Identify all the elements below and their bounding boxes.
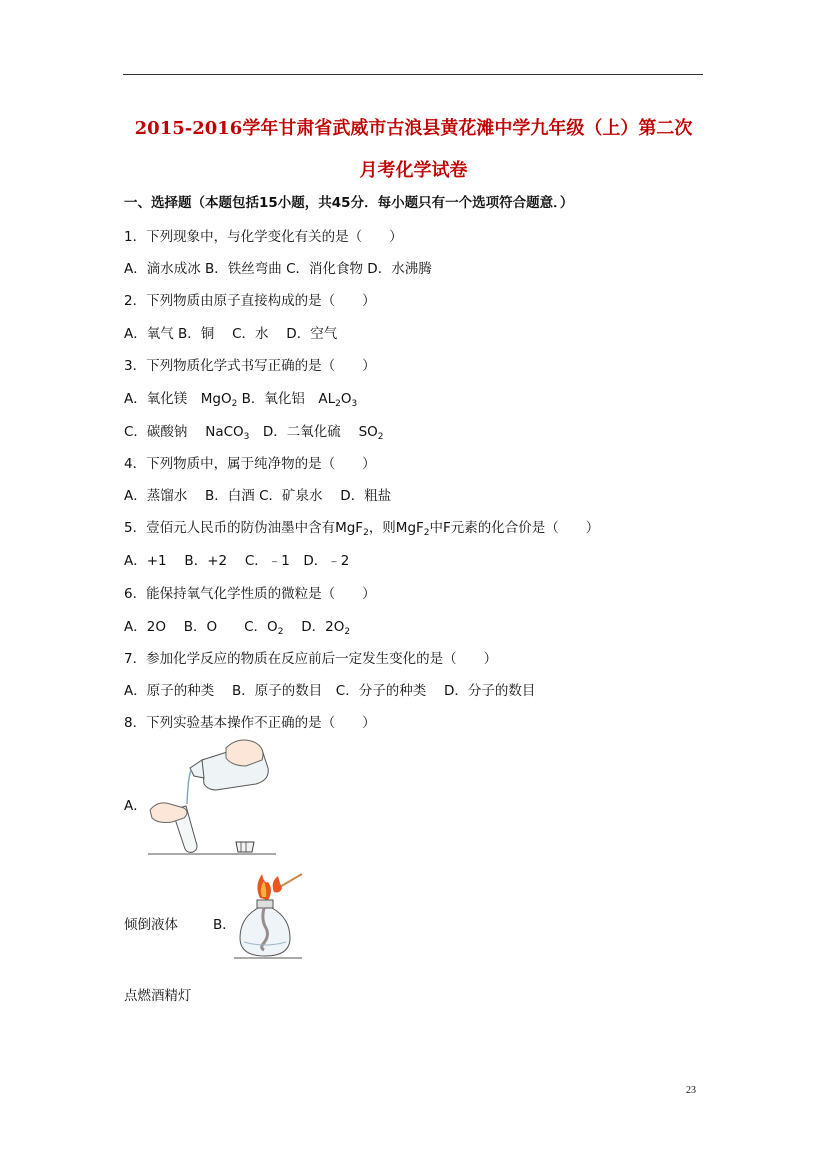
paper-title-line1: 2015-2016学年甘肃省武威市古浪县黄花滩中学九年级（上）第二次 <box>134 118 693 139</box>
page-number: 23 <box>686 1085 696 1096</box>
q8-option-b-caption: 点燃酒精灯 <box>124 988 192 1004</box>
q4-options: A．蒸馏水 B．白酒 C．矿泉水 D．粗盐 <box>124 488 392 504</box>
q8-stem: 8．下列实验基本操作不正确的是（ ） <box>124 715 376 731</box>
q7-stem: 7．参加化学反应的物质在反应前后一定发生变化的是（ ） <box>124 651 498 667</box>
paper-title-line2: 月考化学试卷 <box>359 160 468 181</box>
q3-options-cd: C．碳酸钠 NaCO$_3$ D．二氧化硫 $SO_2$ <box>124 424 384 442</box>
pouring-liquid-illustration <box>146 738 278 856</box>
q8-option-a-caption: 倾倒液体 <box>124 917 178 933</box>
q1-options: A．滴水成冰 B．铁丝弯曲 C．消化食物 D．水沸腾 <box>124 261 432 277</box>
q6-stem: 6．能保持氧气化学性质的微粒是（ ） <box>124 586 376 602</box>
q5-stem: 5．壹佰元人民币的防伪油墨中含有MgF$_2$，则MgF$_2$中F元素的化合价是（ ） <box>124 520 600 538</box>
q8-option-b-label: B． <box>213 917 236 933</box>
q4-stem: 4．下列物质中，属于纯净物的是（ ） <box>124 456 376 472</box>
alcohol-lamp-illustration <box>234 868 304 960</box>
q6-options: A．2O B．O C．$O_2$ D．$2O_2$ <box>124 619 351 637</box>
q2-stem: 2．下列物质由原子直接构成的是（ ） <box>124 293 376 309</box>
q2-options: A．氧气 B．铜 C．水 D．空气 <box>124 326 338 342</box>
q5-options: A．+1 B．+2 C．﹣1 D．﹣2 <box>124 553 350 569</box>
q1-stem: 1．下列现象中，与化学变化有关的是（ ） <box>124 229 403 245</box>
section-heading: 一、选择题（本题包括15小题，共45分．每小题只有一个选项符合题意．） <box>124 195 574 211</box>
q8-option-a-label: A． <box>124 798 147 814</box>
q7-options: A．原子的种类 B．原子的数目 C．分子的种类 D．分子的数目 <box>124 683 536 699</box>
header-rule <box>123 74 703 75</box>
q3-options-ab: A．氧化镁 MgO$_2$ B．氧化铝 $AL_2O_3$ <box>124 391 358 409</box>
q3-stem: 3．下列物质化学式书写正确的是（ ） <box>124 358 376 374</box>
